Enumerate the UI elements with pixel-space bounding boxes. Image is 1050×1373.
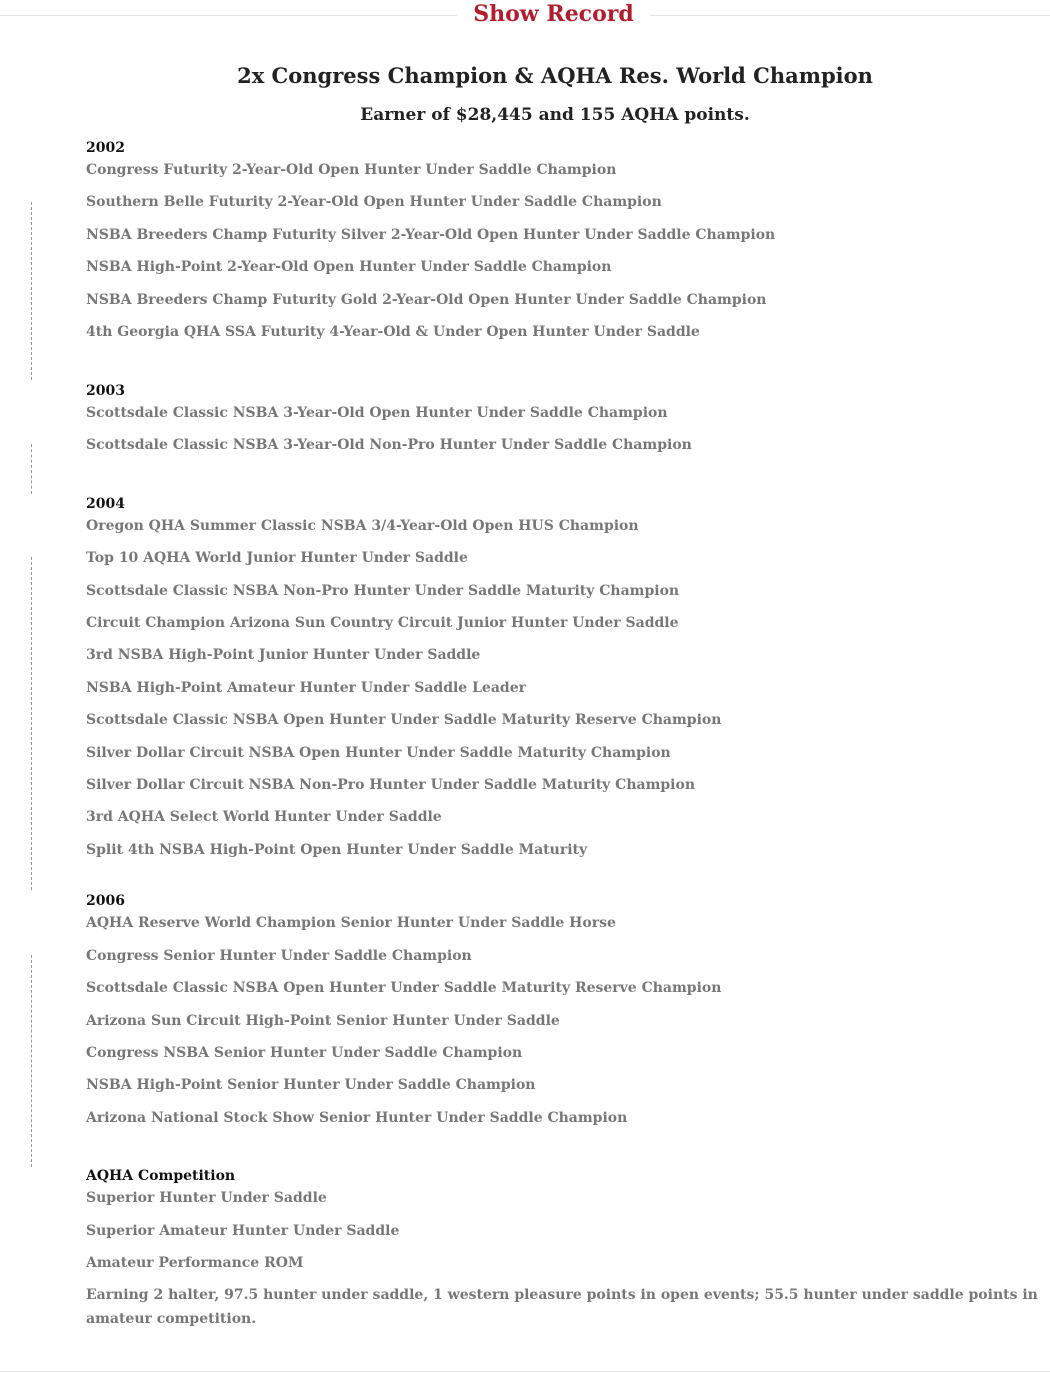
year-heading-2002: 2002 — [86, 140, 125, 156]
record-item: 3rd NSBA High-Point Junior Hunter Under Saddle — [86, 647, 481, 663]
margin-guide — [31, 202, 32, 380]
title-divider-left — [0, 15, 457, 16]
section-title-row — [0, 0, 1050, 30]
record-item: NSBA High-Point 2-Year-Old Open Hunter Under Saddle Champion — [86, 259, 612, 275]
title-divider-right — [650, 15, 1050, 16]
margin-guide — [31, 557, 32, 890]
year-heading-2004: 2004 — [86, 496, 125, 512]
record-item: Scottsdale Classic NSBA Open Hunter Under Saddle Maturity Reserve Champion — [86, 980, 722, 996]
record-item: Scottsdale Classic NSBA 3-Year-Old Open Hunter Under Saddle Champion — [86, 405, 668, 421]
record-item: Top 10 AQHA World Junior Hunter Under Saddle — [86, 550, 468, 566]
record-item: NSBA Breeders Champ Futurity Gold 2-Year-Old Open Hunter Under Saddle Champion — [86, 292, 767, 308]
record-item: Scottsdale Classic NSBA Non-Pro Hunter Under Saddle Maturity Champion — [86, 583, 680, 599]
record-item: Southern Belle Futurity 2-Year-Old Open Hunter Under Saddle Champion — [86, 194, 662, 210]
record-item: Superior Hunter Under Saddle — [86, 1190, 327, 1206]
record-item: Superior Amateur Hunter Under Saddle — [86, 1223, 400, 1239]
record-item: Split 4th NSBA High-Point Open Hunter Under Saddle Maturity — [86, 842, 588, 858]
aqha-competition-heading: AQHA Competition — [86, 1168, 236, 1184]
record-item: NSBA High-Point Amateur Hunter Under Saddle Leader — [86, 680, 526, 696]
record-item: NSBA Breeders Champ Futurity Silver 2-Year-Old Open Hunter Under Saddle Champion — [86, 227, 776, 243]
record-item: 4th Georgia QHA SSA Futurity 4-Year-Old & Under Open Hunter Under Saddle — [86, 324, 700, 340]
record-item: Scottsdale Classic NSBA Open Hunter Under Saddle Maturity Reserve Champion — [86, 712, 722, 728]
record-item: Arizona Sun Circuit High-Point Senior Hunter Under Saddle — [86, 1013, 560, 1029]
record-item: Oregon QHA Summer Classic NSBA 3/4-Year-Old Open HUS Champion — [86, 518, 639, 534]
headline: 2x Congress Champion & AQHA Res. World Champion — [237, 63, 873, 88]
record-item: Congress NSBA Senior Hunter Under Saddle Champion — [86, 1045, 523, 1061]
bottom-divider — [0, 1371, 1050, 1372]
record-item: Silver Dollar Circuit NSBA Non-Pro Hunter Under Saddle Maturity Champion — [86, 777, 696, 793]
earnings-subline: Earner of $28,445 and 155 AQHA points. — [360, 105, 750, 125]
page-title: Show Record — [473, 1, 634, 27]
record-item: 3rd AQHA Select World Hunter Under Saddle — [86, 809, 442, 825]
record-item: Amateur Performance ROM — [86, 1255, 304, 1271]
record-item: Scottsdale Classic NSBA 3-Year-Old Non-Pro Hunter Under Saddle Champion — [86, 437, 692, 453]
record-item: Silver Dollar Circuit NSBA Open Hunter Under Saddle Maturity Champion — [86, 745, 671, 761]
record-item: Earning 2 halter, 97.5 hunter under saddle, 1 western pleasure points in open events; 55.5 hunter under saddle points in amateur competition. — [86, 1287, 1038, 1327]
margin-guide — [31, 955, 32, 1167]
year-heading-2003: 2003 — [86, 383, 125, 399]
margin-guide — [31, 444, 32, 494]
record-item: NSBA High-Point Senior Hunter Under Saddle Champion — [86, 1077, 536, 1093]
record-item: Congress Senior Hunter Under Saddle Champion — [86, 948, 472, 964]
record-item: Circuit Champion Arizona Sun Country Circuit Junior Hunter Under Saddle — [86, 615, 679, 631]
year-heading-2006: 2006 — [86, 893, 125, 909]
record-item: Congress Futurity 2-Year-Old Open Hunter Under Saddle Champion — [86, 162, 617, 178]
record-item: Arizona National Stock Show Senior Hunter Under Saddle Champion — [86, 1110, 628, 1126]
record-item: AQHA Reserve World Champion Senior Hunter Under Saddle Horse — [86, 915, 616, 931]
